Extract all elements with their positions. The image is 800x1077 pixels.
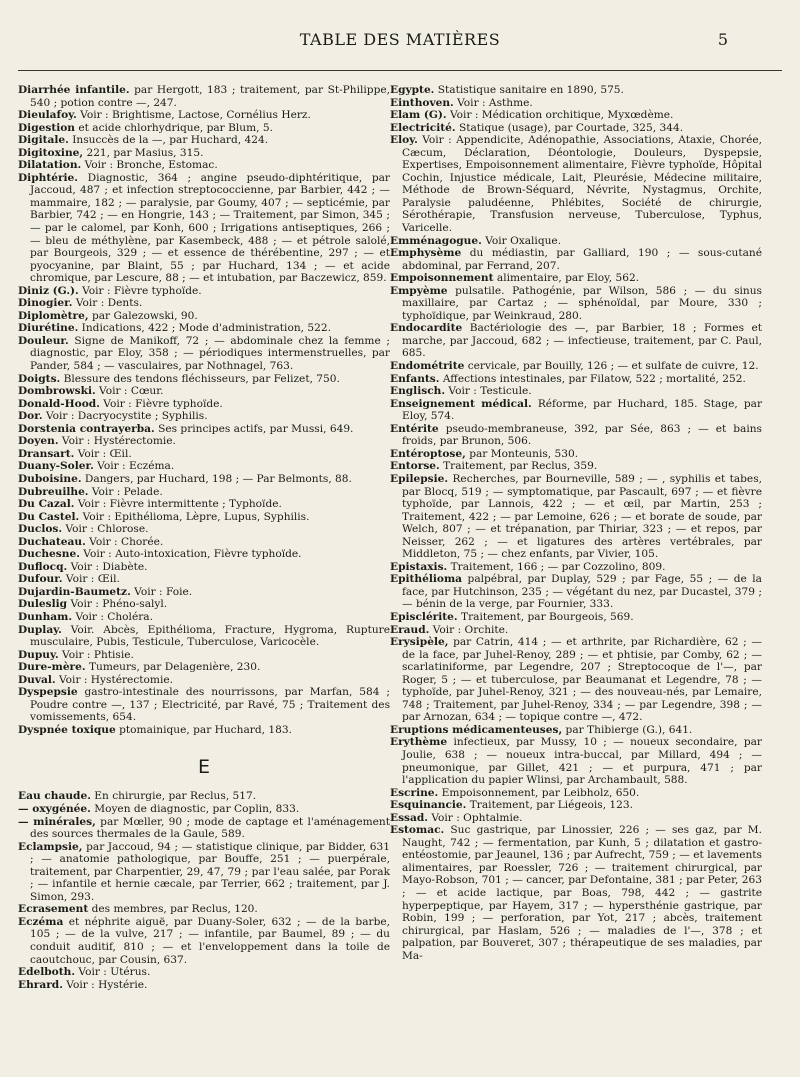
entry-text: Voir : Hystérie. bbox=[66, 978, 148, 991]
index-entry bbox=[390, 285, 762, 323]
index-entry bbox=[390, 812, 762, 825]
entry-heading: Diplomètre, bbox=[18, 309, 89, 322]
left-entries-d bbox=[18, 84, 390, 736]
index-entry bbox=[390, 97, 762, 110]
entry-heading: Dombrowski. bbox=[18, 385, 96, 398]
entry-heading: Dilatation. bbox=[18, 159, 82, 172]
index-entry bbox=[390, 235, 762, 248]
entry-heading: Eruptions médicamenteuses, bbox=[390, 723, 563, 736]
index-entry bbox=[390, 360, 762, 373]
entry-text: Voir : Auto-intoxication, Fièvre typhoïde. bbox=[83, 548, 302, 561]
page-number: 5 bbox=[717, 30, 728, 49]
entry-heading: Duchateau. bbox=[18, 535, 86, 548]
entry-heading: Dyspepsie bbox=[18, 686, 78, 699]
entry-text: Voir : Foie. bbox=[134, 585, 193, 598]
entry-text: 221, par Masius, 315. bbox=[86, 146, 204, 159]
entry-text: Statique (usage), par Courtade, 325, 344. bbox=[458, 121, 684, 134]
index-entry bbox=[390, 322, 762, 360]
index-entry bbox=[18, 624, 390, 649]
entry-heading: Duclos. bbox=[18, 523, 63, 536]
entry-heading: Doigts. bbox=[18, 372, 61, 385]
entry-text: Voir. Abcès, Epithélioma, Fracture, Hygroma, Rupture musculaire, Pubis, Testicule, Tuberculose, Varicocèle. bbox=[30, 623, 390, 649]
index-entry bbox=[18, 410, 390, 423]
index-entry bbox=[18, 598, 390, 611]
entry-text: Blessure des tendons fléchisseurs, par Felizet, 750. bbox=[63, 372, 340, 385]
entry-heading: Edelboth. bbox=[18, 966, 76, 979]
entry-heading: Emménagogue. bbox=[390, 234, 482, 247]
entry-text: cervicale, par Bouilly, 126 ; — et sulfate de cuivre, 12. bbox=[467, 360, 759, 373]
entry-heading: Endométrite bbox=[390, 360, 465, 373]
entry-heading: Dubreuilhe. bbox=[18, 485, 89, 498]
entry-text: Diagnostic, 364 ; angine pseudo-diphtéritique, par Jaccoud, 487 ; et infection streptococcienne, par Barbier, 442 ; — mammaire, 182 ; — paralysie, par Goumy, 407 ; — septicémie, par Barbier, 742 ; — en Hongrie, 143 ; — Traitement, par Simon, 345 ; — par le calomel, par Konh, 600 ; Irrigations antiseptiques, 266 ; — bleu de méthylène, par Kasembeck, 488 ; — et pétrole salolé, par Bourgeois, 329 ; — et essence de thérébentine, 297 ; — et pyocyanine, par Blaint, 55 ; par Huchard, 134 ; — et acide chromique, par Lescure, 88 ; — et intubation, par Baczewicz, 859. bbox=[30, 171, 390, 285]
index-entry bbox=[390, 398, 762, 423]
entry-text: Ses principes actifs, par Mussi, 649. bbox=[158, 422, 354, 435]
entry-heading: Duleslig bbox=[18, 598, 68, 611]
entry-heading: Esquinancie. bbox=[390, 799, 467, 812]
index-entry bbox=[390, 824, 762, 962]
index-entry bbox=[18, 297, 390, 310]
entry-text: Voir : Chorée. bbox=[89, 535, 164, 548]
entry-text: Voir : Phtisie. bbox=[62, 648, 134, 661]
index-entry bbox=[390, 448, 762, 461]
entry-heading: Diurétine. bbox=[18, 322, 79, 335]
entry-text: par Mœller, 90 ; mode de captage et l'aménagement des sources thermales de la Gaule, 589. bbox=[30, 815, 391, 841]
entry-text: par Hergott, 183 ; traitement, par St-Philippe, 540 ; potion contre —, 247. bbox=[30, 84, 390, 109]
entry-heading: Digitoxine, bbox=[18, 146, 84, 159]
index-entry bbox=[18, 486, 390, 499]
index-entry bbox=[390, 736, 762, 786]
index-entry bbox=[18, 724, 390, 737]
index-entry bbox=[390, 473, 762, 561]
right-entries-e bbox=[390, 84, 762, 962]
entry-heading: Entérite bbox=[390, 422, 439, 435]
index-entry bbox=[18, 385, 390, 398]
index-entry bbox=[18, 498, 390, 511]
entry-heading: Electricité. bbox=[390, 121, 456, 134]
entry-heading: Egypte. bbox=[390, 84, 435, 96]
index-entry bbox=[390, 272, 762, 285]
entry-text: Voir : Cœur. bbox=[99, 385, 164, 398]
index-entry bbox=[390, 84, 762, 97]
entry-text: Affections intestinales, par Filatow, 522 ; mortalité, 252. bbox=[442, 372, 746, 385]
left-entries-e bbox=[18, 790, 390, 991]
index-entry bbox=[18, 285, 390, 298]
index-entry bbox=[390, 787, 762, 800]
entry-heading: Emphysème bbox=[390, 247, 462, 260]
left-column bbox=[18, 84, 390, 991]
index-entry bbox=[18, 159, 390, 172]
entry-heading: Diarrhée infantile. bbox=[18, 84, 130, 96]
entry-heading: Dieulafoy. bbox=[18, 109, 77, 122]
entry-heading: Elam (G). bbox=[390, 109, 447, 122]
index-entry bbox=[390, 636, 762, 724]
index-entry bbox=[18, 322, 390, 335]
entry-text: En chirurgie, par Reclus, 517. bbox=[94, 790, 257, 803]
entry-heading: Du Cazal. bbox=[18, 498, 75, 511]
entry-text: Voir Oxalique. bbox=[485, 234, 562, 247]
entry-text: par Galezowski, 90. bbox=[91, 309, 198, 322]
index-entry bbox=[18, 134, 390, 147]
entry-heading: Ecrasement bbox=[18, 903, 89, 916]
entry-text: Voir : Epithélioma, Lèpre, Lupus, Syphilis. bbox=[82, 510, 310, 523]
index-entry bbox=[18, 84, 390, 109]
entry-text: Voir : Fièvre typhoïde. bbox=[82, 284, 202, 297]
index-entry bbox=[18, 398, 390, 411]
entry-text: Voir : Œil. bbox=[77, 447, 132, 460]
entry-heading: Digitale. bbox=[18, 134, 69, 147]
index-entry bbox=[18, 661, 390, 674]
entry-heading: Dure-mère. bbox=[18, 661, 86, 674]
entry-heading: Eczéma bbox=[18, 915, 64, 928]
entry-text: Statistique sanitaire en 1890, 575. bbox=[437, 84, 624, 96]
entry-heading: Empoisonnement bbox=[390, 272, 494, 285]
entry-text: par Thibierge (G.), 641. bbox=[565, 723, 693, 736]
entry-text: Réforme, par Huchard, 185. Stage, par Eloy, 574. bbox=[402, 397, 763, 423]
entry-heading: Du Castel. bbox=[18, 510, 80, 523]
entry-heading: Dupuy. bbox=[18, 648, 59, 661]
index-entry bbox=[18, 979, 390, 992]
entry-heading: Enfants. bbox=[390, 372, 440, 385]
entry-text: Voir : Fièvre typhoïde. bbox=[103, 397, 223, 410]
entry-text: Insuccès de la —, par Huchard, 424. bbox=[72, 134, 269, 147]
index-entry bbox=[18, 573, 390, 586]
entry-heading: Entorse. bbox=[390, 460, 440, 473]
entry-text: Voir : Médication orchitique, Myxœdème. bbox=[450, 109, 674, 122]
entry-heading: Digestion bbox=[18, 121, 76, 134]
entry-text: Traitement, 166 ; — par Cozzolino, 809. bbox=[450, 560, 666, 573]
index-entry bbox=[18, 122, 390, 135]
index-entry bbox=[18, 674, 390, 687]
entry-text: Voir : Orchite. bbox=[432, 623, 509, 636]
index-entry bbox=[390, 799, 762, 812]
index-entry bbox=[18, 916, 390, 966]
entry-text: Voir : Dents. bbox=[75, 297, 143, 310]
entry-heading: Essad. bbox=[390, 811, 428, 824]
entry-text: alimentaire, par Eloy, 562. bbox=[496, 272, 640, 285]
entry-heading: Endocardite bbox=[390, 322, 463, 335]
index-entry bbox=[390, 134, 762, 234]
entry-text: Voir : Dacryocystite ; Syphilis. bbox=[45, 410, 208, 423]
entry-heading: Erythème bbox=[390, 736, 448, 749]
entry-heading: Epilepsie. bbox=[390, 472, 449, 485]
entry-text: Voir : Phéno-salyl. bbox=[70, 598, 168, 611]
entry-heading: Duchesne. bbox=[18, 548, 80, 561]
entry-heading: Doyen. bbox=[18, 435, 59, 448]
entry-heading: Duany-Soler. bbox=[18, 460, 94, 473]
entry-heading: Empyème bbox=[390, 284, 448, 297]
index-entry bbox=[18, 511, 390, 524]
index-entry bbox=[18, 172, 390, 285]
entry-text: Tumeurs, par Delagenière, 230. bbox=[88, 661, 261, 674]
entry-heading: Donald-Hood. bbox=[18, 397, 100, 410]
index-entry bbox=[18, 435, 390, 448]
index-entry bbox=[18, 448, 390, 461]
entry-heading: Dinogier. bbox=[18, 297, 73, 310]
entry-text: palpébral, par Duplay, 529 ; par Fage, 55 ; — de la face, par Hutchinson, 235 ; — végétant du nez, par Ducastel, 379 ; — bénin de la verge, par Fournier, 333. bbox=[402, 573, 762, 611]
entry-text: Indications, 422 ; Mode d'administration, 522. bbox=[81, 322, 331, 335]
entry-text: Moyen de diagnostic, par Coplin, 833. bbox=[94, 802, 300, 815]
index-entry bbox=[18, 611, 390, 624]
index-entry bbox=[390, 373, 762, 386]
entry-heading: Diniz (G.). bbox=[18, 284, 79, 297]
index-entry bbox=[18, 548, 390, 561]
entry-text: Empoisonnement, par Leibholz, 650. bbox=[441, 786, 640, 799]
entry-text: Voir : Œil. bbox=[65, 573, 120, 586]
index-entry bbox=[390, 122, 762, 135]
index-entry bbox=[18, 903, 390, 916]
entry-heading: Douleur. bbox=[18, 334, 69, 347]
entry-heading: Eloy. bbox=[390, 134, 418, 147]
entry-heading: Dunham. bbox=[18, 610, 73, 623]
index-entry bbox=[390, 247, 762, 272]
entry-text: Voir : Choléra. bbox=[75, 610, 153, 623]
entry-text: du médiastin, par Galliard, 190 ; — sous-cutané abdominal, par Ferrand, 207. bbox=[402, 247, 763, 272]
index-entry bbox=[390, 611, 762, 624]
entry-text: Voir : Chlorose. bbox=[65, 523, 149, 536]
page-title: TABLE DES MATIÈRES bbox=[299, 30, 501, 49]
entry-text: Voir : Ophtalmie. bbox=[431, 811, 523, 824]
section-letter-e: E bbox=[197, 756, 210, 779]
entry-text: Traitement, par Reclus, 359. bbox=[443, 460, 598, 473]
entry-text: gastro-intestinale des nourrissons, par Marfan, 584 ; Poudre contre —, 137 ; Electricité, par Ravé, 75 ; Traitement des vomissements, 654. bbox=[30, 686, 390, 724]
index-entry bbox=[18, 310, 390, 323]
page-header bbox=[18, 30, 782, 56]
entry-text: pseudo-membraneuse, 392, par Sée, 863 ; — et bains froids, par Brunon, 506. bbox=[402, 422, 762, 448]
entry-heading: Duplay. bbox=[18, 623, 62, 636]
index-entry bbox=[18, 586, 390, 599]
index-entry bbox=[18, 686, 390, 724]
index-entry bbox=[18, 460, 390, 473]
entry-text: Voir : Testicule. bbox=[448, 385, 532, 398]
entry-heading: Duboisine. bbox=[18, 472, 82, 485]
index-entry bbox=[18, 841, 390, 904]
entry-heading: Dransart. bbox=[18, 447, 75, 460]
index-entry bbox=[18, 147, 390, 160]
index-entry bbox=[18, 373, 390, 386]
entry-text: infectieux, par Mussy, 10 ; — noueux secondaire, par Joulie, 638 ; — noueux intra-buccal, par Millard, 494 ; — pneumonique, par Gillet, 421 ; — et purpura, 471 ; par l'application du papier Wlinsi, par Archambault, 588. bbox=[402, 736, 762, 787]
index-entry bbox=[390, 573, 762, 611]
entry-text: Traitement, par Liégeois, 123. bbox=[469, 799, 634, 812]
entry-text: Voir : Brightisme, Lactose, Cornélius Herz. bbox=[80, 109, 311, 122]
index-entry bbox=[18, 803, 390, 816]
index-entry bbox=[18, 790, 390, 803]
entry-heading: Eau chaude. bbox=[18, 790, 91, 803]
entry-heading: Dyspnée toxique bbox=[18, 723, 116, 736]
index-entry bbox=[390, 109, 762, 122]
entry-text: Voir : Pelade. bbox=[91, 485, 163, 498]
index-entry bbox=[390, 624, 762, 637]
entry-text: Dangers, par Huchard, 198 ; — Par Belmonts, 88. bbox=[84, 472, 352, 485]
entry-heading: Epistaxis. bbox=[390, 560, 448, 573]
entry-text: par Monteunis, 530. bbox=[469, 447, 579, 460]
entry-text: Voir : Hystérectomie. bbox=[61, 435, 176, 448]
entry-text: Voir : Appendicite, Adénopathie, Associations, Ataxie, Chorée, Cæcum, Déclaration, Déontologie, Douleurs, Dyspepsie, Expertises, Empoisonnement alimentaire, Fièvre typhoïde, Hôpital Cochin, Injustice médicale, Lait, Pleurésie, Médecine militaire, Méthode de Brown-Séquard, Névrite, Nystagmus, Orchite, Paralysie paludéenne, Phlébites, Société de chirurgie, Sérothérapie, Transfusion nerveuse, Tuberculose, Typhus, Varicelle. bbox=[402, 134, 762, 235]
entry-text: pulsatile. Pathogénie, par Wilson, 586 ; — du sinus maxillaire, par Cartaz ; — sphénoïdal, par Moure, 330 ; typhoïdique, par Weinkraud, 280. bbox=[402, 284, 762, 322]
entry-heading: Einthoven. bbox=[390, 96, 454, 109]
index-entry bbox=[390, 460, 762, 473]
entry-heading: Dorstenia contrayerba. bbox=[18, 422, 155, 435]
entry-heading: — oxygénée. bbox=[18, 802, 91, 815]
entry-heading: Erysipèle, bbox=[390, 636, 449, 649]
entry-text: ptomainique, par Huchard, 183. bbox=[119, 723, 292, 736]
entry-heading: Dor. bbox=[18, 410, 43, 423]
entry-text: Bactériologie des —, par Barbier, 18 ; Formes et marche, par Jaccoud, 682 ; — infectieuse, traitement, par C. Paul, 685. bbox=[402, 322, 762, 360]
index-entry bbox=[18, 561, 390, 574]
entry-heading: Eclampsie, bbox=[18, 840, 83, 853]
entry-text: par Catrin, 414 ; — et arthrite, par Richardière, 62 ; — de la face, par Juhel-Renoy, 289 ; — et phtisie, par Comby, 62 ; — scarlatiniforme, par Legendre, 207 ; Streptocoque de l'—, par Roger, 5 ; — et tuberculose, par Beaumanat et Legendre, 78 ; — typhoïde, par Juhel-Renoy, 321 ; — des nouveau-nés, par Lemaire, 748 ; Traitement, par Juhel-Renoy, 334 ; — par Legendre, 398 ; — par Arnozan, 634 ; — topique contre —, 472. bbox=[402, 636, 763, 724]
index-entry bbox=[390, 385, 762, 398]
entry-text: Voir : Fièvre intermittente ; Typhoïde. bbox=[77, 498, 282, 511]
entry-text: Recherches, par Bourneville, 589 ; — , syphilis et tabes, par Blocq, 519 ; — symptomatique, par Pascault, 697 ; — et fièvre typhoïde, par Lannois, 422 ; — et œil, par Martin, 253 ; Traitement, 422 ; — par Lemoine, 626 ; — et borate de soude, par Welch, 807 ; — et trépanation, par Thiriar, 323 ; — et repos, par Neisser, 262 ; — et ligatures des artères vertébrales, par Middleton, 75 ; — chez enfants, par Vivier, 105. bbox=[402, 472, 762, 561]
index-entry bbox=[18, 523, 390, 536]
entry-text: Voir : Utérus. bbox=[78, 966, 151, 979]
index-entry bbox=[390, 423, 762, 448]
entry-text: Traitement, par Bourgeois, 569. bbox=[461, 610, 634, 623]
entry-heading: Ehrard. bbox=[18, 978, 63, 991]
entry-text: Suc gastrique, par Linossier, 226 ; — ses gaz, par M. Naught, 742 ; — fermentation, par Kunh, 5 ; dilatation et gastro-entéostomie, par Jeaunel, 136 ; par Aufrecht, 759 ; — et lavements alimentaires, par Roessler, 726 ; — traitement chirurgical, par Mayo-Robson, 701 ; — cancer, par Defontaine, 381 ; par Peter, 263 ; — et acide lactique, par Boas, 798, 442 ; — gastrite hyperpeptique, par Hayem, 317 ; — hypersthénie gastrique, par Robin, 199 ; — perforation, par Yot, 217 ; abcès, traitement chirurgical, par Haslam, 526 ; — maladies de l'—, 378 ; et palpation, par Bouveret, 307 ; thérapeutique de ses maladies, par Ma- bbox=[402, 824, 763, 962]
entry-text: Voir : Asthme. bbox=[457, 96, 533, 109]
entry-heading: Dufour. bbox=[18, 573, 63, 586]
index-entry bbox=[18, 473, 390, 486]
entry-text: et acide chlorhydrique, par Blum, 5. bbox=[78, 121, 273, 134]
entry-text: Voir : Bronche, Estomac. bbox=[84, 159, 218, 172]
entry-text: Signe de Manikoff, 72 ; — abdominale chez la femme ; diagnostic, par Eloy, 358 ; — périodiques intermenstruelles, par Pander, 584 ; — vasculaires, par Nothnagel, 763. bbox=[30, 334, 390, 373]
entry-heading: Estomac. bbox=[390, 824, 445, 837]
index-entry bbox=[18, 536, 390, 549]
entry-text: Voir : Eczéma. bbox=[97, 460, 175, 473]
entry-heading: Diphtérie. bbox=[18, 171, 78, 184]
entry-heading: Englisch. bbox=[390, 385, 446, 398]
entry-text: par Jaccoud, 94 ; — statistique clinique, par Bidder, 631 ; — anatomie pathologique, par Bouffe, 251 ; — puerpérale, traitement, par Charpentier, 29, 47, 79 ; par l'eau salée, par Porak ; — infantile et hernie cæcale, par Terrier, 662 ; traitement, par J. Simon, 293. bbox=[30, 840, 390, 903]
entry-heading: Entéroptose, bbox=[390, 447, 466, 460]
entry-heading: Episclérite. bbox=[390, 610, 458, 623]
index-entry bbox=[390, 561, 762, 574]
entry-heading: Eraud. bbox=[390, 623, 430, 636]
entry-heading: Enseignement médical. bbox=[390, 397, 532, 410]
entry-heading: Epithélioma bbox=[390, 573, 463, 586]
index-entry bbox=[390, 724, 762, 737]
entry-text: et néphrite aiguë, par Duany-Soler, 632 ; — de la barbe, 105 ; — de la vulve, 217 ; — infantile, par Baumel, 89 ; — du conduit auditif, 810 ; — et l'enveloppement dans la toile de caoutchouc, par Cousin, 637. bbox=[30, 915, 390, 966]
index-entry bbox=[18, 109, 390, 122]
entry-heading: Escrine. bbox=[390, 786, 439, 799]
entry-heading: Dujardin-Baumetz. bbox=[18, 585, 131, 598]
index-entry bbox=[18, 649, 390, 662]
index-entry bbox=[18, 335, 390, 373]
index-entry bbox=[18, 423, 390, 436]
entry-text: Voir : Hystérectomie. bbox=[59, 673, 173, 686]
entry-heading: — minérales, bbox=[18, 815, 96, 828]
index-entry bbox=[18, 816, 390, 841]
entry-text: Voir : Diabète. bbox=[70, 560, 148, 573]
entry-heading: Duval. bbox=[18, 673, 56, 686]
entry-text: des membres, par Reclus, 120. bbox=[91, 903, 258, 916]
entry-heading: Duflocq. bbox=[18, 560, 68, 573]
header-rule bbox=[18, 70, 782, 71]
index-entry bbox=[18, 966, 390, 979]
right-column bbox=[390, 84, 762, 962]
